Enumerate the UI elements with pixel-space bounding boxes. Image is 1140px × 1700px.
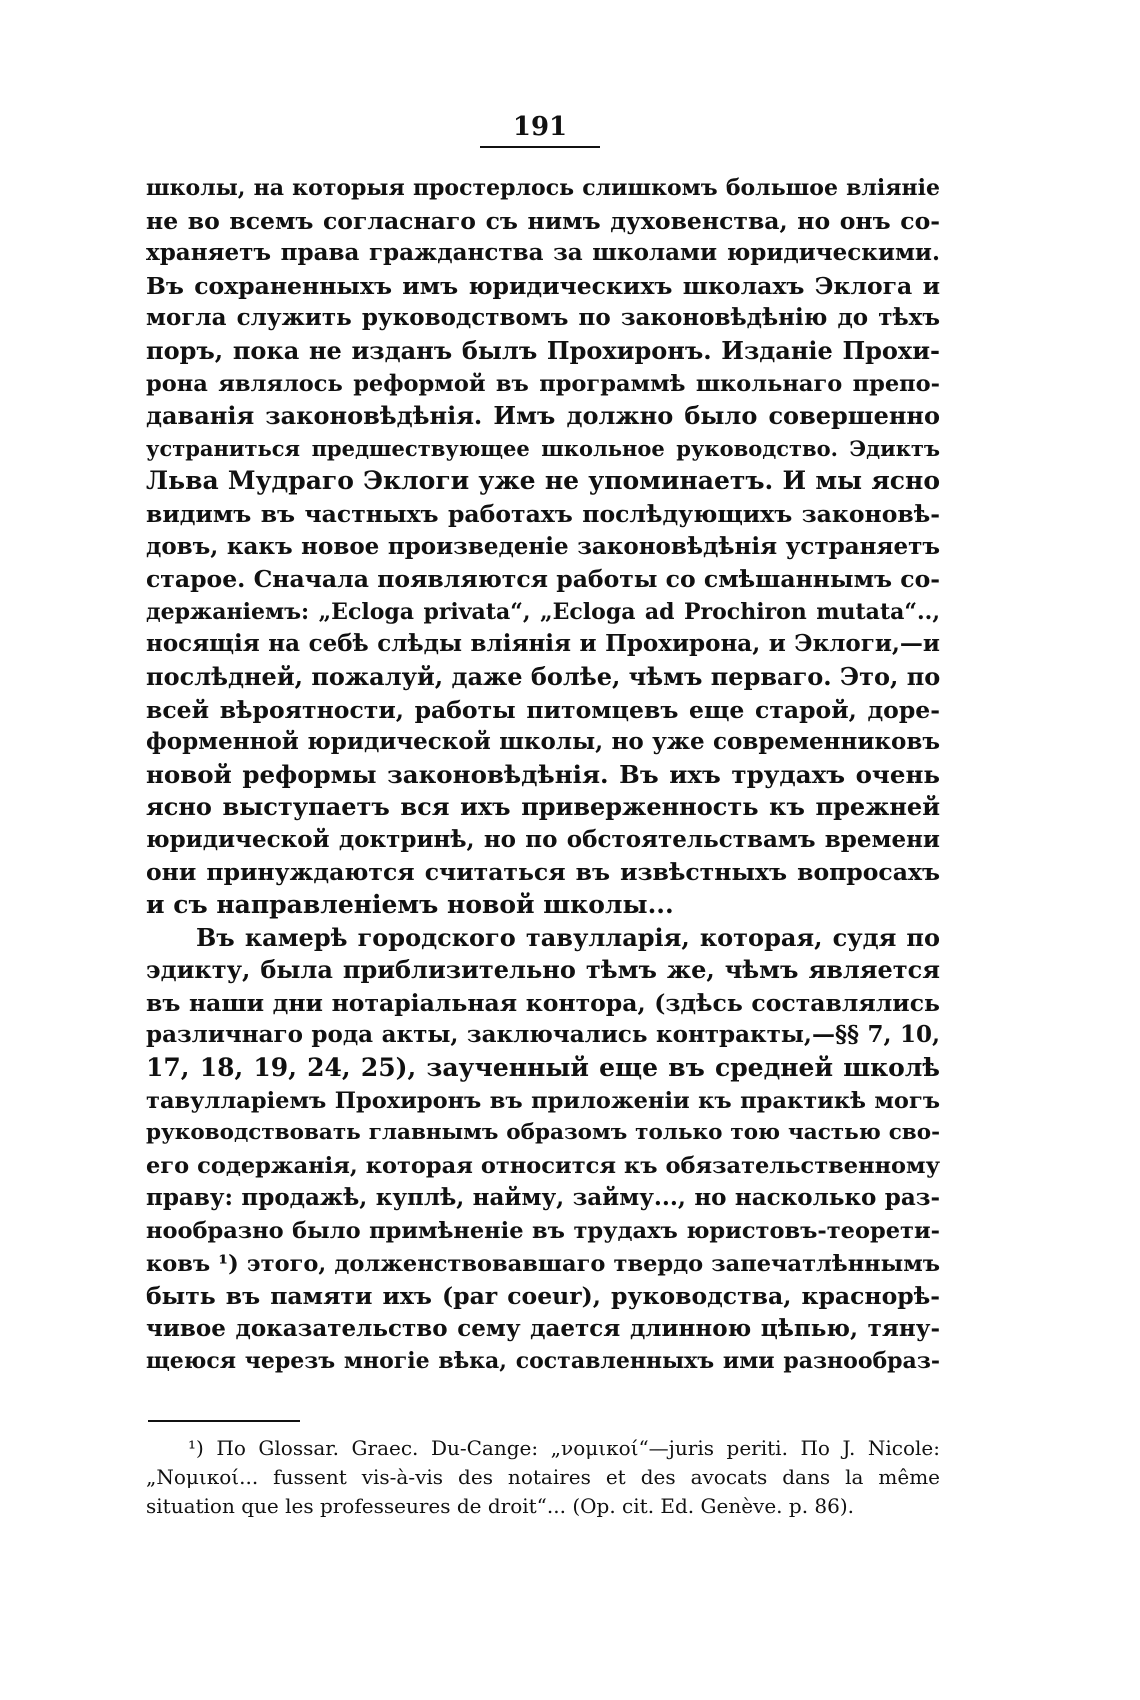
text-line: видимъ въ частныхъ работахъ послѣдующихъ законовѣ- [146,499,940,528]
text-line: ковъ ¹) этого, долженствовавшаго твердо запечатлѣннымъ [146,1250,940,1277]
text-line: юридической доктринѣ, но по обстоятельствамъ времени [146,825,940,853]
page-number: 191 [512,112,568,142]
text-line: его содержанія, которая относится къ обязательственному [146,1152,940,1179]
text-line: быть въ памяти ихъ (par coeur), руководства, краснорѣ- [146,1282,940,1311]
text-line: не во всемъ согласнаго съ нимъ духовенства, но онъ со- [146,206,940,235]
text-line: форменной юридической школы, но уже современниковъ [146,728,940,756]
text-line: въ наши дни нотаріальная контора, (здѣсь составлялись [146,988,940,1017]
text-line: праву: продажѣ, куплѣ, найму, займу..., но насколько раз- [146,1184,940,1212]
text-line: руководствовать главнымъ образомъ только тою частью сво- [146,1120,940,1146]
text-line: носящія на себѣ слѣды вліянія и Прохирона, и Эклоги,—и [146,630,940,658]
text-line: Въ камерѣ городского тавулларія, которая, судя по [196,922,940,952]
text-line: они принуждаются считаться въ извѣстныхъ вопросахъ [146,858,940,887]
text-line: щеюся черезъ многіе вѣка, составленныхъ ими разнообраз- [146,1348,940,1375]
text-line: школы, на которыя простерлось слишкомъ большое вліяніе [146,175,940,201]
text-line: старое. Сначала появляются работы со смѣшаннымъ со- [146,565,940,594]
text-line: храняетъ права гражданства за школами юридическими. [146,239,940,267]
text-line: нообразно было примѣненіе въ трудахъ юристовъ-теорети- [146,1218,940,1244]
text-line: различнаго рода акты, заключались контракты,—§§ 7, 10, [146,1021,940,1049]
text-line: довъ, какъ новое произведеніе законовѣдѣнія устраняетъ [146,532,940,560]
page-number-rule [480,146,600,148]
text-line: и съ направленіемъ новой школы... [146,890,674,920]
text-line: тавулларіемъ Прохиронъ въ приложеніи къ практикѣ могъ [146,1087,940,1114]
text-line: всей вѣроятности, работы питомцевъ еще старой, доре- [146,695,940,724]
text-line: Льва Мудраго Эклоги уже не упоминаетъ. И мы ясно [146,466,940,496]
text-line: устраниться предшествующее школьное руководство. Эдиктъ [146,435,940,461]
body-text [146,172,940,1378]
text-line: рона являлось реформой въ программѣ школьнаго препо- [146,370,940,397]
text-line: могла служить руководствомъ по законовѣдѣнію до тѣхъ [146,304,940,332]
text-line: поръ, пока не изданъ былъ Прохиронъ. Изданіе Прохи- [146,335,940,365]
footnotes [146,1434,940,1521]
footnote-line: ¹) По Glossar. Graec. Du-Cange: „νομικοί“—juris periti. По J. Nicole: [188,1436,940,1460]
text-line: держаніемъ: „Ecloga privata“, „Ecloga ad Prochiron mutata“.., [146,598,940,625]
text-line: ясно выступаетъ вся ихъ приверженность къ прежней [146,792,940,822]
text-line: даванія законовѣдѣнія. Имъ должно было совершенно [146,401,940,431]
text-line: эдикту, была приблизительно тѣмъ же, чѣмъ является [146,955,940,985]
footnote-line: situation que les professeures de droit“... (Op. cit. Ed. Genève. p. 86). [146,1494,855,1518]
text-line: послѣдней, пожалуй, даже болѣе, чѣмъ перваго. Это, по [146,661,941,691]
text-line: новой реформы законовѣдѣнія. Въ ихъ трудахъ очень [146,759,940,789]
footnote-rule [148,1420,300,1422]
text-line: 17, 18, 19, 24, 25), заученный еще въ средней школѣ [146,1053,940,1083]
footnote-line: „Νομικοί... fussent vis-à-vis des notaires et des avocats dans la même [146,1465,940,1489]
text-line: чивое доказательство сему дается длинною цѣпью, тяну- [146,1314,940,1342]
text-line: Въ сохраненныхъ имъ юридическихъ школахъ Эклога и [146,271,940,300]
